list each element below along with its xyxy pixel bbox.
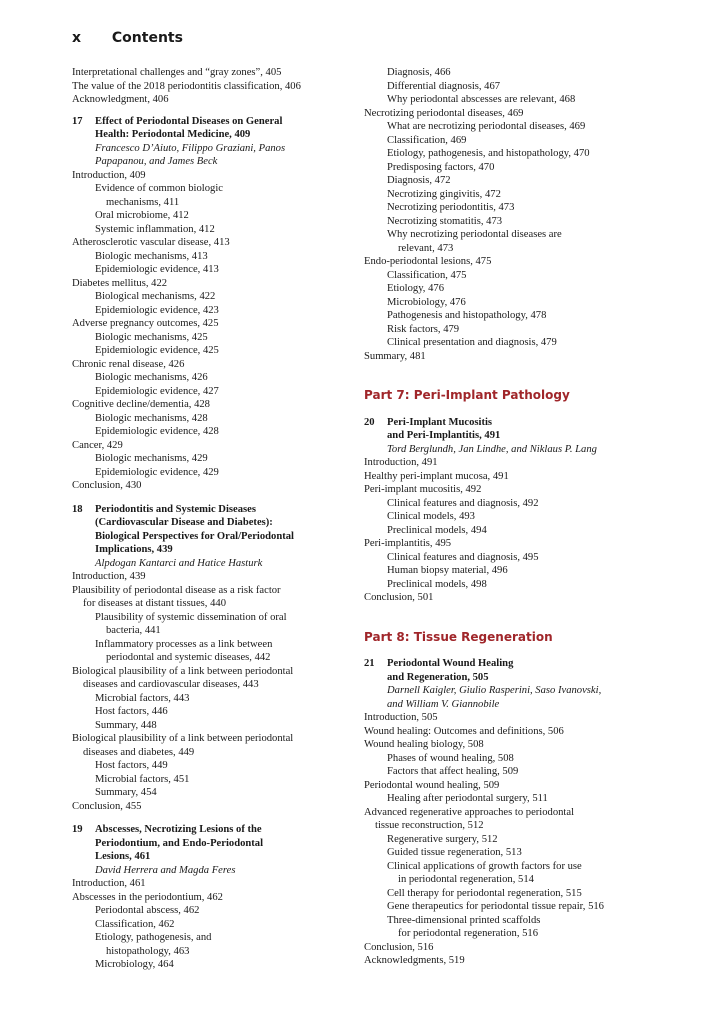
page-header xyxy=(72,30,183,46)
toc-entry: Microbiology, 464 xyxy=(95,959,174,970)
toc-entry: Wound healing: Outcomes and definitions, 506 xyxy=(364,725,564,737)
contents-column-left xyxy=(72,66,364,972)
chapter-number: 19 xyxy=(72,824,83,835)
toc-entry: Microbial factors, 451 xyxy=(95,773,190,785)
toc-entry: What are necrotizing periodontal diseases, 469 xyxy=(387,121,586,132)
toc-entry: diseases and cardiovascular diseases, 443 xyxy=(83,679,259,690)
toc-entry: Diabetes mellitus, 422 xyxy=(72,277,168,289)
toc-entry: Biologic mechanisms, 429 xyxy=(95,453,208,464)
toc-entry: Endo-periodontal lesions, 475 xyxy=(364,256,492,267)
chapter-title-text: Health: Periodontal Medicine, 409 xyxy=(95,129,251,140)
chapter-title-line xyxy=(72,837,364,851)
toc-entry: Periodontal abscess, 462 xyxy=(95,905,200,916)
toc-entry: Preclinical models, 498 xyxy=(387,578,487,590)
toc-entry: Predisposing factors, 470 xyxy=(387,161,495,173)
toc-entry: Classification, 462 xyxy=(95,918,175,930)
chapter-authors: Papapanou, and James Beck xyxy=(95,156,218,167)
toc-entry: Healthy peri-implant mucosa, 491 xyxy=(364,470,509,482)
toc-entry: Adverse pregnancy outcomes, 425 xyxy=(72,318,219,329)
chapter-number-spacer xyxy=(72,516,95,530)
toc-entry: Biologic mechanisms, 428 xyxy=(95,412,208,424)
entry-group xyxy=(364,66,664,363)
toc-entry: Etiology, 476 xyxy=(387,283,444,294)
toc-entry: Cell therapy for periodontal regeneration, 515 xyxy=(387,887,582,899)
toc-entry: Introduction, 505 xyxy=(364,712,438,723)
part-heading-8: Part 8: Tissue Regeneration xyxy=(364,629,553,644)
chapter-title-text: Biological Perspectives for Oral/Periodontal xyxy=(95,530,294,542)
toc-entry: Epidemiologic evidence, 425 xyxy=(95,345,219,356)
toc-entry: histopathology, 463 xyxy=(106,945,190,957)
toc-entry: Biologic mechanisms, 425 xyxy=(95,331,208,343)
chapter-title-line xyxy=(364,416,664,430)
chapter-authors: Alpdogan Kantarci and Hatice Hasturk xyxy=(95,557,263,569)
toc-entry: Systemic inflammation, 412 xyxy=(95,223,215,235)
page-title: Contents xyxy=(111,30,183,46)
toc-entry: Pathogenesis and histopathology, 478 xyxy=(387,310,547,321)
toc-entry: Periodontal wound healing, 509 xyxy=(364,779,500,791)
toc-entry: Introduction, 439 xyxy=(72,571,146,582)
toc-entry: Three-dimensional printed scaffolds xyxy=(387,914,541,926)
chapter-20 xyxy=(364,416,664,605)
toc-entry: tissue reconstruction, 512 xyxy=(375,820,484,831)
chapter-number-spacer xyxy=(72,850,95,864)
chapter-title-line xyxy=(72,850,364,864)
toc-entry: Etiology, pathogenesis, and xyxy=(95,932,212,943)
chapter-title-line xyxy=(72,516,364,530)
chapter-17 xyxy=(72,115,364,493)
toc-entry: Biologic mechanisms, 426 xyxy=(95,372,208,383)
toc-entry: Classification, 475 xyxy=(387,269,467,281)
toc-entry: Classification, 469 xyxy=(387,134,467,146)
toc-entry: Epidemiologic evidence, 423 xyxy=(95,304,219,316)
toc-entry: Cancer, 429 xyxy=(72,439,123,451)
toc-entry: Interpretational challenges and “gray zones”, 405 xyxy=(72,67,282,78)
chapter-title-text: Lesions, 461 xyxy=(95,851,151,862)
chapter-number-spacer xyxy=(72,530,95,544)
toc-entry: Introduction, 409 xyxy=(72,169,146,181)
toc-entry: Biological mechanisms, 422 xyxy=(95,291,216,302)
chapter-number-spacer xyxy=(364,429,387,443)
toc-entry: Why periodontal abscesses are relevant, 468 xyxy=(387,94,576,105)
chapter-21 xyxy=(364,657,664,968)
chapter-authors: Francesco D’Aiuto, Filippo Graziani, Panos xyxy=(95,142,286,154)
chapter-title-text: and Regeneration, 505 xyxy=(387,671,489,683)
chapter-title-text: Periodontium, and Endo-Periodontal xyxy=(95,837,264,849)
toc-entry: Chronic renal disease, 426 xyxy=(72,358,185,370)
chapter-number-spacer xyxy=(72,543,95,557)
toc-entry: Conclusion, 455 xyxy=(72,800,142,812)
toc-entry: Biological plausibility of a link between periodontal xyxy=(72,665,294,677)
toc-entry: Necrotizing periodontal diseases, 469 xyxy=(364,107,524,119)
toc-entry: Epidemiologic evidence, 429 xyxy=(95,466,219,478)
toc-entry: Regenerative surgery, 512 xyxy=(387,833,498,845)
toc-entry: Epidemiologic evidence, 413 xyxy=(95,264,219,275)
chapter-number: 17 xyxy=(72,115,83,127)
toc-entry: periodontal and systemic diseases, 442 xyxy=(106,652,271,663)
toc-entry: Host factors, 446 xyxy=(95,706,168,717)
chapter-authors: Darnell Kaigler, Giulio Rasperini, Saso Ivanovski, xyxy=(387,685,602,696)
chapter-title-line xyxy=(72,128,364,142)
entry-group xyxy=(72,66,364,107)
toc-entry: Clinical presentation and diagnosis, 479 xyxy=(387,337,557,348)
toc-entry: Microbial factors, 443 xyxy=(95,692,190,704)
chapter-title-text: and Peri-Implantitis, 491 xyxy=(387,430,501,441)
chapter-number-spacer xyxy=(72,837,95,851)
chapter-title-text: Effect of Periodontal Diseases on General xyxy=(95,115,283,127)
toc-entry: Conclusion, 516 xyxy=(364,941,434,953)
toc-entry: Biologic mechanisms, 413 xyxy=(95,250,208,262)
chapter-title-line xyxy=(364,429,664,443)
toc-entry: Acknowledgments, 519 xyxy=(364,955,465,966)
toc-entry: Plausibility of systemic dissemination of oral xyxy=(95,611,287,623)
chapter-title-text: Implications, 439 xyxy=(95,544,173,555)
toc-entry: Biological plausibility of a link between periodontal xyxy=(72,733,294,744)
toc-entry: Acknowledgment, 406 xyxy=(72,94,169,105)
toc-entry: Summary, 481 xyxy=(364,350,426,362)
chapter-number-spacer xyxy=(364,671,387,685)
chapter-19 xyxy=(72,823,364,972)
chapter-title-text: Peri-Implant Mucositis xyxy=(387,416,493,428)
toc-entry: Oral microbiome, 412 xyxy=(95,210,189,221)
toc-entry: Advanced regenerative approaches to periodontal xyxy=(364,806,575,818)
toc-entry: Why necrotizing periodontal diseases are xyxy=(387,229,562,240)
toc-entry: Inflammatory processes as a link between xyxy=(95,638,273,650)
chapter-title-text: Abscesses, Necrotizing Lesions of the xyxy=(95,824,262,835)
toc-entry: Peri-implantitis, 495 xyxy=(364,538,452,549)
page-number: x xyxy=(72,30,82,46)
chapter-title-line xyxy=(72,530,364,544)
toc-entry: Differential diagnosis, 467 xyxy=(387,80,501,92)
toc-entry: Wound healing biology, 508 xyxy=(364,739,484,750)
contents-column-right xyxy=(364,66,664,968)
chapter-title-line xyxy=(364,657,664,671)
chapter-authors: Tord Berglundh, Jan Lindhe, and Niklaus P. Lang xyxy=(387,443,597,455)
toc-entry: Evidence of common biologic xyxy=(95,183,223,194)
toc-entry: Human biopsy material, 496 xyxy=(387,565,508,576)
chapter-authors: and William V. Giannobile xyxy=(387,698,500,710)
toc-entry: for periodontal regeneration, 516 xyxy=(398,928,539,939)
toc-entry: Necrotizing periodontitis, 473 xyxy=(387,202,515,213)
toc-entry: Diagnosis, 466 xyxy=(387,67,451,78)
toc-entry: Peri-implant mucositis, 492 xyxy=(364,484,482,495)
toc-entry: Healing after periodontal surgery, 511 xyxy=(387,793,548,804)
toc-entry: bacteria, 441 xyxy=(106,625,161,636)
toc-entry: Diagnosis, 472 xyxy=(387,175,451,186)
toc-entry: in periodontal regeneration, 514 xyxy=(398,874,534,885)
toc-entry: mechanisms, 411 xyxy=(106,196,180,208)
chapter-title-text: Periodontal Wound Healing xyxy=(387,658,514,669)
chapter-18 xyxy=(72,503,364,814)
toc-entry: Abscesses in the periodontium, 462 xyxy=(72,891,223,903)
toc-entry: Summary, 448 xyxy=(95,719,157,731)
toc-entry: Host factors, 449 xyxy=(95,760,168,771)
toc-entry: Epidemiologic evidence, 428 xyxy=(95,426,219,437)
toc-entry: Plausibility of periodontal disease as a risk factor xyxy=(72,584,281,596)
chapter-title-line xyxy=(72,115,364,129)
toc-entry: Phases of wound healing, 508 xyxy=(387,752,514,764)
chapter-number: 21 xyxy=(364,658,375,669)
toc-entry: Microbiology, 476 xyxy=(387,296,466,308)
toc-entry: Clinical models, 493 xyxy=(387,511,475,522)
chapter-authors: David Herrera and Magda Feres xyxy=(95,864,236,876)
chapter-title-text: (Cardiovascular Disease and Diabetes): xyxy=(95,517,273,528)
toc-entry: Preclinical models, 494 xyxy=(387,524,487,536)
toc-entry: Risk factors, 479 xyxy=(387,323,460,335)
toc-entry: Necrotizing gingivitis, 472 xyxy=(387,188,501,200)
chapter-number: 18 xyxy=(72,503,83,515)
chapter-title-line xyxy=(72,823,364,837)
toc-entry: Factors that affect healing, 509 xyxy=(387,766,519,777)
toc-entry: Atherosclerotic vascular disease, 413 xyxy=(72,237,230,248)
toc-entry: Clinical applications of growth factors for use xyxy=(387,860,582,872)
toc-entry: Guided tissue regeneration, 513 xyxy=(387,847,522,858)
toc-entry: Conclusion, 501 xyxy=(364,592,434,603)
toc-entry: for diseases at distant tissues, 440 xyxy=(83,598,226,609)
toc-entry: Clinical features and diagnosis, 492 xyxy=(387,497,539,509)
chapter-title-line xyxy=(72,503,364,517)
toc-entry: The value of the 2018 periodontitis classification, 406 xyxy=(72,80,301,92)
chapter-number: 20 xyxy=(364,416,375,428)
chapter-title-text: Periodontitis and Systemic Diseases xyxy=(95,503,256,515)
toc-entry: Gene therapeutics for periodontal tissue repair, 516 xyxy=(387,901,604,912)
toc-entry: Epidemiologic evidence, 427 xyxy=(95,385,219,397)
toc-entry: Summary, 454 xyxy=(95,787,157,798)
chapter-number-spacer xyxy=(72,128,95,142)
chapter-title-line xyxy=(72,543,364,557)
toc-entry: Etiology, pathogenesis, and histopathology, 470 xyxy=(387,148,590,159)
part-heading-7: Part 7: Peri-Implant Pathology xyxy=(364,388,570,402)
toc-entry: Conclusion, 430 xyxy=(72,480,142,491)
toc-entry: Introduction, 491 xyxy=(364,457,438,468)
toc-entry: Clinical features and diagnosis, 495 xyxy=(387,551,539,563)
toc-entry: Cognitive decline/dementia, 428 xyxy=(72,399,210,410)
toc-entry: relevant, 473 xyxy=(398,242,454,254)
toc-entry: Necrotizing stomatitis, 473 xyxy=(387,215,503,227)
chapter-title-line xyxy=(364,671,664,685)
toc-entry: Introduction, 461 xyxy=(72,878,146,889)
toc-entry: diseases and diabetes, 449 xyxy=(83,746,195,758)
